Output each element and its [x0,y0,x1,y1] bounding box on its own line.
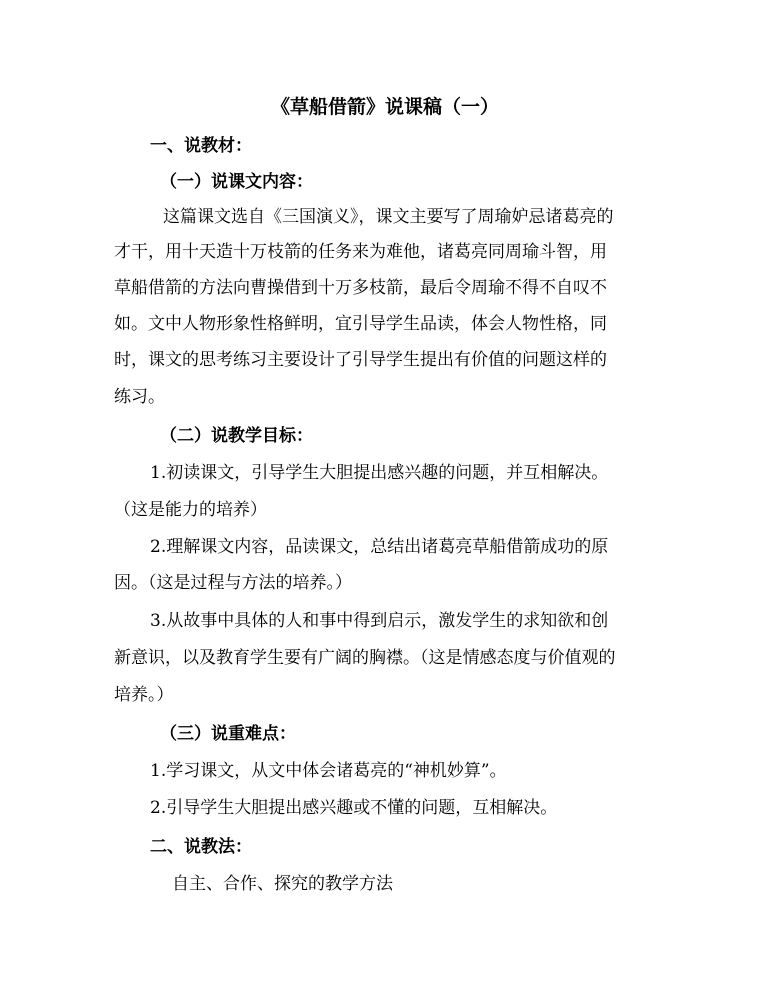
section-heading-methods: 二、说教法： [150,837,252,857]
content-line: 练习。 [114,387,165,407]
goal-item-line: 因。（这是过程与方法的培养。） [114,573,352,593]
subsection-heading-content: （一）说课文内容： [160,172,313,192]
goal-item-line: 1.初读课文，引导学生大胆提出感兴趣的问题，并互相解决。 [150,463,609,483]
goal-item-line: 培养。） [114,685,174,705]
content-line: 才干，用十天造十万枝箭的任务来为难他，诸葛亮同周瑜斗智，用 [114,242,607,262]
subsection-heading-keypoints: （三）说重难点： [160,724,296,744]
keypoint-item: 2.引导学生大胆提出感兴趣或不懂的问题，互相解决。 [150,798,558,818]
goal-item-line: 新意识，以及教育学生要有广阔的胸襟。（这是情感态度与价值观的 [114,648,616,668]
keypoint-item: 1.学习课文，从文中体会诸葛亮的“神机妙算”。 [150,761,507,781]
content-line: 如。文中人物形象性格鲜明，宜引导学生品读，体会人物性格，同 [114,314,607,334]
goal-item-line: （这是能力的培养） [114,500,267,520]
section-heading-textbook: 一、说教材： [150,136,252,156]
content-line: 草船借箭的方法向曹操借到十万多枝箭，最后令周瑜不得不自叹不 [114,278,607,298]
goal-item-line: 3.从故事中具体的人和事中得到启示，激发学生的求知欲和创 [150,611,609,631]
goal-item-line: 2.理解课文内容，品读课文，总结出诸葛亮草船借箭成功的原 [150,537,609,557]
content-line: 时，课文的思考练习主要设计了引导学生提出有价值的问题这样的 [114,350,607,370]
methods-content: 自主、合作、探究的教学方法 [172,874,393,894]
subsection-heading-goals: （二）说教学目标： [160,426,313,446]
content-line: 这篇课文选自《三国演义》，课文主要写了周瑜妒忌诸葛亮的 [163,207,614,227]
document-title: 《草船借箭》说课稿（一） [270,96,499,118]
